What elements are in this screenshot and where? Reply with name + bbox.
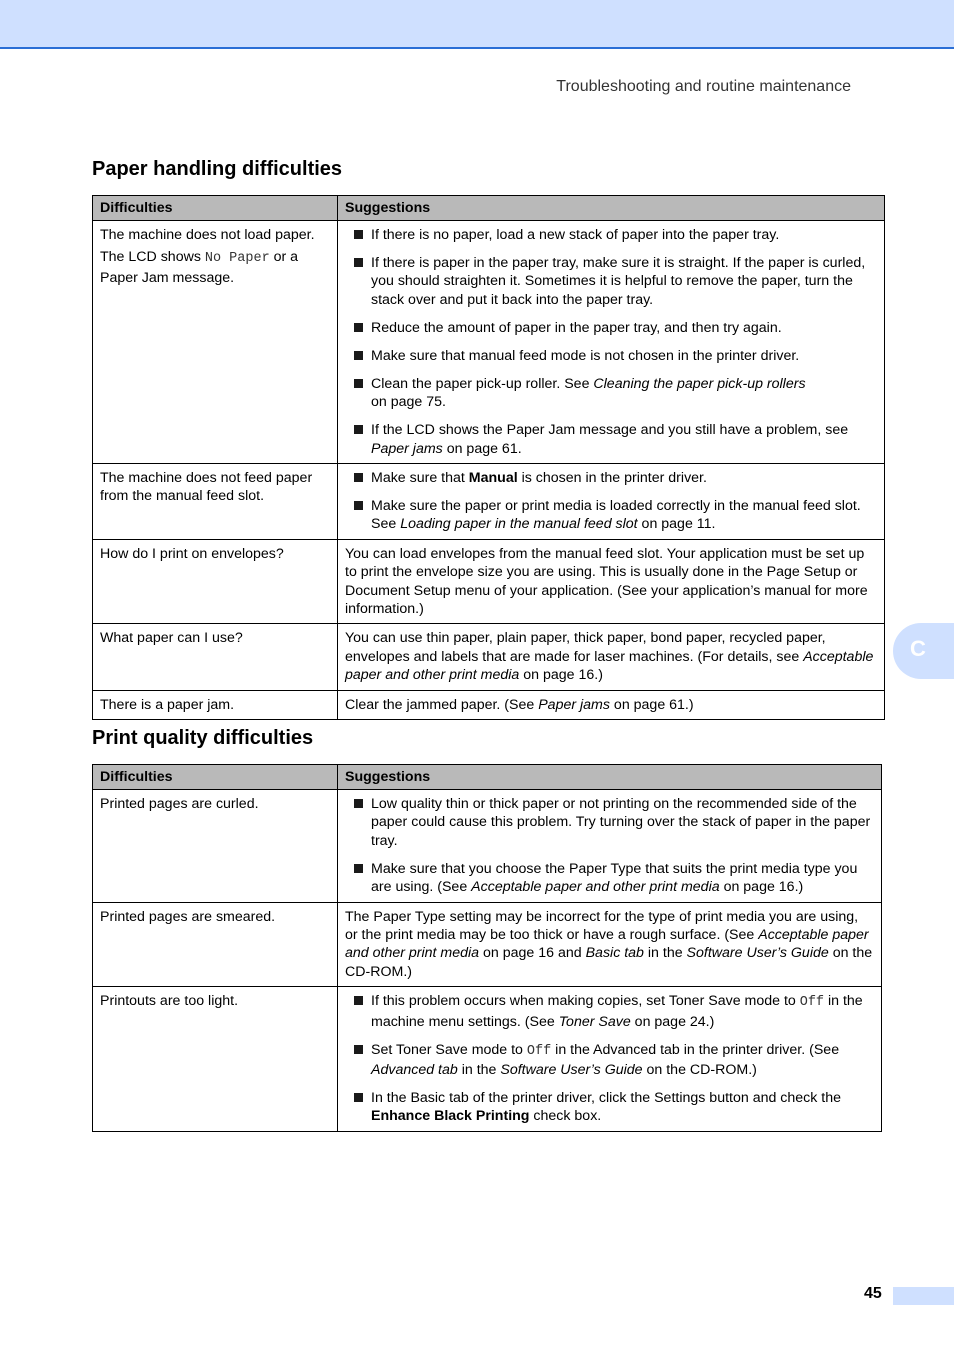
cross-reference-link[interactable]: Acceptable paper and other print media bbox=[471, 879, 720, 896]
table-row bbox=[93, 987, 882, 1132]
chapter-tab-letter: C bbox=[910, 636, 926, 661]
header-band bbox=[0, 0, 954, 49]
table-header-row bbox=[93, 765, 882, 790]
difficulty-cell: What paper can I use? bbox=[93, 624, 338, 690]
table-row bbox=[93, 464, 885, 540]
table-row bbox=[93, 221, 885, 464]
table-header-row bbox=[93, 196, 885, 221]
list-item: Set Toner Save mode to Off in the Advanced tab in the printer driver. (See Advanced tab in the Software User’s Guide on the CD-ROM.) bbox=[345, 1041, 874, 1080]
column-header-suggestions: Suggestions bbox=[338, 765, 882, 790]
table-row bbox=[93, 690, 885, 719]
difficulty-text: The LCD shows No Paper or a Paper Jam message. bbox=[100, 249, 299, 286]
list-item: Make sure that manual feed mode is not chosen in the printer driver. bbox=[345, 347, 877, 365]
list-item: Make sure that Manual is chosen in the printer driver. bbox=[345, 469, 877, 487]
running-head: Troubleshooting and routine maintenance bbox=[556, 78, 851, 95]
cross-reference-link[interactable]: Basic tab bbox=[585, 945, 644, 962]
suggestion-cell bbox=[338, 464, 885, 540]
paper-handling-table bbox=[92, 195, 885, 720]
difficulty-cell: How do I print on envelopes? bbox=[93, 539, 338, 624]
cross-reference-link[interactable]: Paper jams bbox=[538, 696, 610, 713]
lcd-message: No Paper bbox=[204, 251, 270, 267]
difficulty-cell: Printed pages are smeared. bbox=[93, 902, 338, 987]
list-item: In the Basic tab of the printer driver, click the Settings button and check the Enhance Black Printing check box. bbox=[345, 1089, 874, 1126]
list-item: Reduce the amount of paper in the paper tray, and then try again. bbox=[345, 319, 877, 337]
emphasis-text: Enhance Black Printing bbox=[371, 1108, 530, 1125]
difficulty-cell bbox=[93, 221, 338, 464]
setting-value: Off bbox=[526, 1043, 552, 1059]
difficulty-text: The machine does not load paper. bbox=[100, 227, 315, 243]
table-row bbox=[93, 902, 882, 987]
suggestion-cell bbox=[338, 987, 882, 1132]
cross-reference-link[interactable]: Toner Save bbox=[558, 1013, 631, 1030]
cross-reference-link[interactable]: Cleaning the paper pick-up rollers bbox=[593, 375, 806, 392]
column-header-difficulties: Difficulties bbox=[93, 765, 338, 790]
page-number-band bbox=[893, 1287, 954, 1305]
list-item: Low quality thin or thick paper or not printing on the recommended side of the paper could cause this problem. Try turning over the stack of paper in the paper tray. bbox=[345, 795, 874, 850]
emphasis-text: Manual bbox=[468, 470, 518, 487]
cross-reference-link[interactable]: Software User’s Guide bbox=[500, 1062, 643, 1079]
list-item: If there is no paper, load a new stack of paper into the paper tray. bbox=[345, 226, 877, 244]
section-title-paper-handling: Paper handling difficulties bbox=[92, 158, 343, 180]
cross-reference-link[interactable]: Acceptable paper and other print media bbox=[345, 648, 874, 684]
suggestion-cell bbox=[338, 790, 882, 903]
suggestion-cell bbox=[338, 221, 885, 464]
table-row bbox=[93, 539, 885, 624]
list-item: Make sure the paper or print media is loaded correctly in the manual feed slot. See Loading paper in the manual feed slot on page 11. bbox=[345, 497, 877, 534]
cross-reference-link[interactable]: Loading paper in the manual feed slot bbox=[400, 516, 638, 533]
difficulty-cell: Printed pages are curled. bbox=[93, 790, 338, 903]
column-header-difficulties: Difficulties bbox=[93, 196, 338, 221]
difficulty-cell: The machine does not feed paper from the manual feed slot. bbox=[93, 464, 338, 540]
cross-reference-link[interactable]: Paper jams bbox=[371, 440, 443, 457]
list-item: If the LCD shows the Paper Jam message and you still have a problem, see Paper jams on page 61. bbox=[345, 421, 877, 458]
suggestion-cell: Clear the jammed paper. (See Paper jams on page 61.) bbox=[338, 690, 885, 719]
list-item: Clean the paper pick-up roller. See Cleaning the paper pick-up rollers on page 75. bbox=[345, 375, 877, 412]
list-item: If this problem occurs when making copies, set Toner Save mode to Off in the machine menu settings. (See Toner Save on page 24.) bbox=[345, 992, 874, 1031]
cross-reference-link[interactable]: Software User’s Guide bbox=[686, 945, 829, 962]
difficulty-cell: Printouts are too light. bbox=[93, 987, 338, 1132]
list-item: If there is paper in the paper tray, make sure it is straight. If the paper is curled, you should straighten it. Sometimes it is helpful to remove the paper, turn the stack over and put it back into the paper tray. bbox=[345, 254, 877, 309]
list-item: Make sure that you choose the Paper Type that suits the print media type you are using. (See Acceptable paper and other print media on page 16.) bbox=[345, 860, 874, 897]
cross-reference-link[interactable]: Advanced tab bbox=[371, 1062, 458, 1079]
column-header-suggestions: Suggestions bbox=[338, 196, 885, 221]
suggestion-cell: You can load envelopes from the manual feed slot. Your application must be set up to print the envelope size you are using. This is usually done in the Page Setup or Document Setup menu of your application. (See your application’s manual for more information.) bbox=[338, 539, 885, 624]
setting-value: Off bbox=[799, 995, 825, 1011]
cross-reference-link[interactable]: Acceptable paper and other print media bbox=[345, 927, 869, 962]
table-row bbox=[93, 624, 885, 690]
suggestion-cell: The Paper Type setting may be incorrect for the type of print media you are using, or the print media may be too thick or have a rough surface. (See Acceptable paper and other print media on page 16 and Basic tab in the Software User’s Guide on the CD-ROM.) bbox=[338, 902, 882, 987]
print-quality-table bbox=[92, 764, 882, 1132]
page-number: 45 bbox=[864, 1285, 882, 1302]
table-row bbox=[93, 790, 882, 903]
suggestion-cell: You can use thin paper, plain paper, thick paper, bond paper, recycled paper, envelopes and labels that are made for laser machines. (For details, see Acceptable paper and other print media on page 16.) bbox=[338, 624, 885, 690]
section-title-print-quality: Print quality difficulties bbox=[92, 727, 314, 749]
difficulty-cell: There is a paper jam. bbox=[93, 690, 338, 719]
chapter-tab[interactable] bbox=[893, 623, 954, 679]
